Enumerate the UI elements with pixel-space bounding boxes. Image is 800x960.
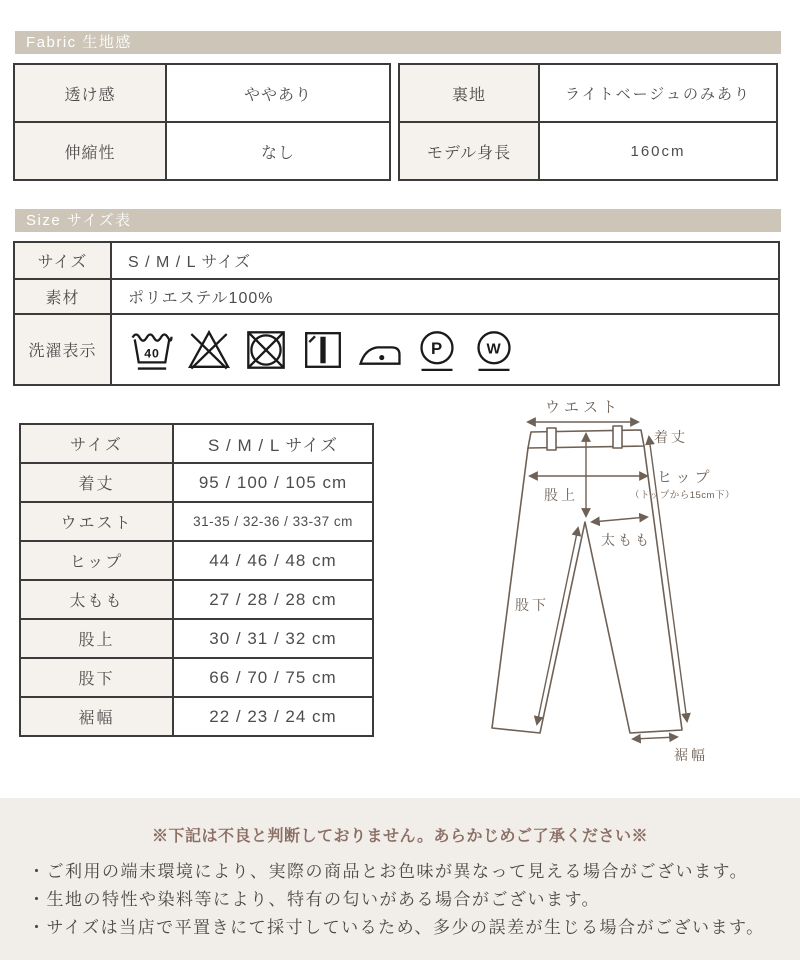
note-item: ・ご利用の端末環境により、実際の商品とお色味が異なって見える場合がございます。 <box>28 862 749 881</box>
row-label: 着丈 <box>20 463 173 502</box>
hip-label: ヒップ <box>657 469 714 486</box>
table-row <box>14 242 779 279</box>
row-value: 27 / 28 / 28 cm <box>173 580 373 619</box>
table-row <box>20 502 373 541</box>
hem-width-arrow <box>633 737 677 739</box>
row-value: 160cm <box>539 122 777 180</box>
notes-title: ※下記は不良と判断しておりません。あらかじめご了承ください※ <box>152 828 648 845</box>
table-row <box>399 122 777 180</box>
wash-40-icon <box>129 327 175 373</box>
row-value: 95 / 100 / 105 cm <box>173 463 373 502</box>
row-value: S / M / L サイズ <box>173 424 373 463</box>
row-label: ウエスト <box>20 502 173 541</box>
row-value: ライトベージュのみあり <box>539 64 777 122</box>
svg-text:40: 40 <box>144 346 160 361</box>
notes-list <box>28 858 800 942</box>
belt-loop <box>613 426 622 448</box>
svg-text:P: P <box>430 338 444 358</box>
table-row <box>20 463 373 502</box>
row-label: サイズ <box>20 424 173 463</box>
thigh-label: 太もも <box>601 532 652 548</box>
row-value: ポリエステル100% <box>111 279 779 314</box>
row-label: サイズ <box>14 242 111 279</box>
table-row <box>20 580 373 619</box>
thigh-arrow <box>592 517 647 522</box>
rise-label: 股上 <box>544 487 578 503</box>
note-item: ・生地の特性や染料等により、特有の匂いがある場合がございます。 <box>28 890 601 909</box>
row-value: ややあり <box>166 64 390 122</box>
table-row <box>399 64 777 122</box>
waist-label: ウエスト <box>544 399 622 416</box>
row-value: なし <box>166 122 390 180</box>
dry-clean-p-icon <box>414 327 460 373</box>
row-value: 31-35 / 32-36 / 33-37 cm <box>173 502 373 541</box>
row-value: 22 / 23 / 24 cm <box>173 697 373 736</box>
table-row <box>14 122 390 180</box>
inseam-arrow <box>537 528 578 724</box>
table-row <box>14 64 390 122</box>
row-label: 透け感 <box>14 64 166 122</box>
size-spec-table <box>19 423 374 737</box>
pants-measurement-diagram <box>425 395 795 790</box>
product-info-table <box>13 241 780 386</box>
fabric-table-right <box>398 63 778 181</box>
row-value: 66 / 70 / 75 cm <box>173 658 373 697</box>
row-label: モデル身長 <box>399 122 539 180</box>
fabric-table-left <box>13 63 391 181</box>
row-label: 裾幅 <box>20 697 173 736</box>
belt-loop <box>547 428 556 450</box>
do-not-tumble-dry-icon <box>243 327 289 373</box>
fabric-section-header: Fabric 生地感 <box>15 31 781 54</box>
row-value: 44 / 46 / 48 cm <box>173 541 373 580</box>
table-row <box>14 279 779 314</box>
do-not-bleach-icon <box>186 327 232 373</box>
table-row <box>20 424 373 463</box>
care-instructions-row <box>14 314 779 385</box>
notes-box <box>0 798 800 960</box>
wet-clean-w-icon <box>471 327 517 373</box>
length-label: 着丈 <box>654 429 688 445</box>
row-label: 股下 <box>20 658 173 697</box>
hip-note-label: （トップから15cm下） <box>630 490 735 501</box>
note-item: ・サイズは当店で平置きにて採寸しているため、多少の誤差が生じる場合がございます。 <box>28 918 765 937</box>
care-icons <box>113 325 777 375</box>
row-label: ヒップ <box>20 541 173 580</box>
line-dry-in-shade-icon <box>300 327 346 373</box>
table-row <box>20 697 373 736</box>
row-label: 太もも <box>20 580 173 619</box>
inseam-label: 股下 <box>515 597 549 613</box>
svg-text:W: W <box>486 340 502 358</box>
table-row <box>20 658 373 697</box>
table-row <box>20 619 373 658</box>
row-value: 30 / 31 / 32 cm <box>173 619 373 658</box>
row-label: 裏地 <box>399 64 539 122</box>
table-row <box>20 541 373 580</box>
row-label: 伸縮性 <box>14 122 166 180</box>
iron-low-icon <box>357 327 403 373</box>
size-section-header: Size サイズ表 <box>15 209 781 232</box>
row-label: 洗濯表示 <box>14 314 111 385</box>
fabric-tables <box>13 63 778 181</box>
row-label: 股上 <box>20 619 173 658</box>
row-label: 素材 <box>14 279 111 314</box>
hem-width-label: 裾幅 <box>674 747 708 763</box>
row-value: S / M / L サイズ <box>111 242 779 279</box>
